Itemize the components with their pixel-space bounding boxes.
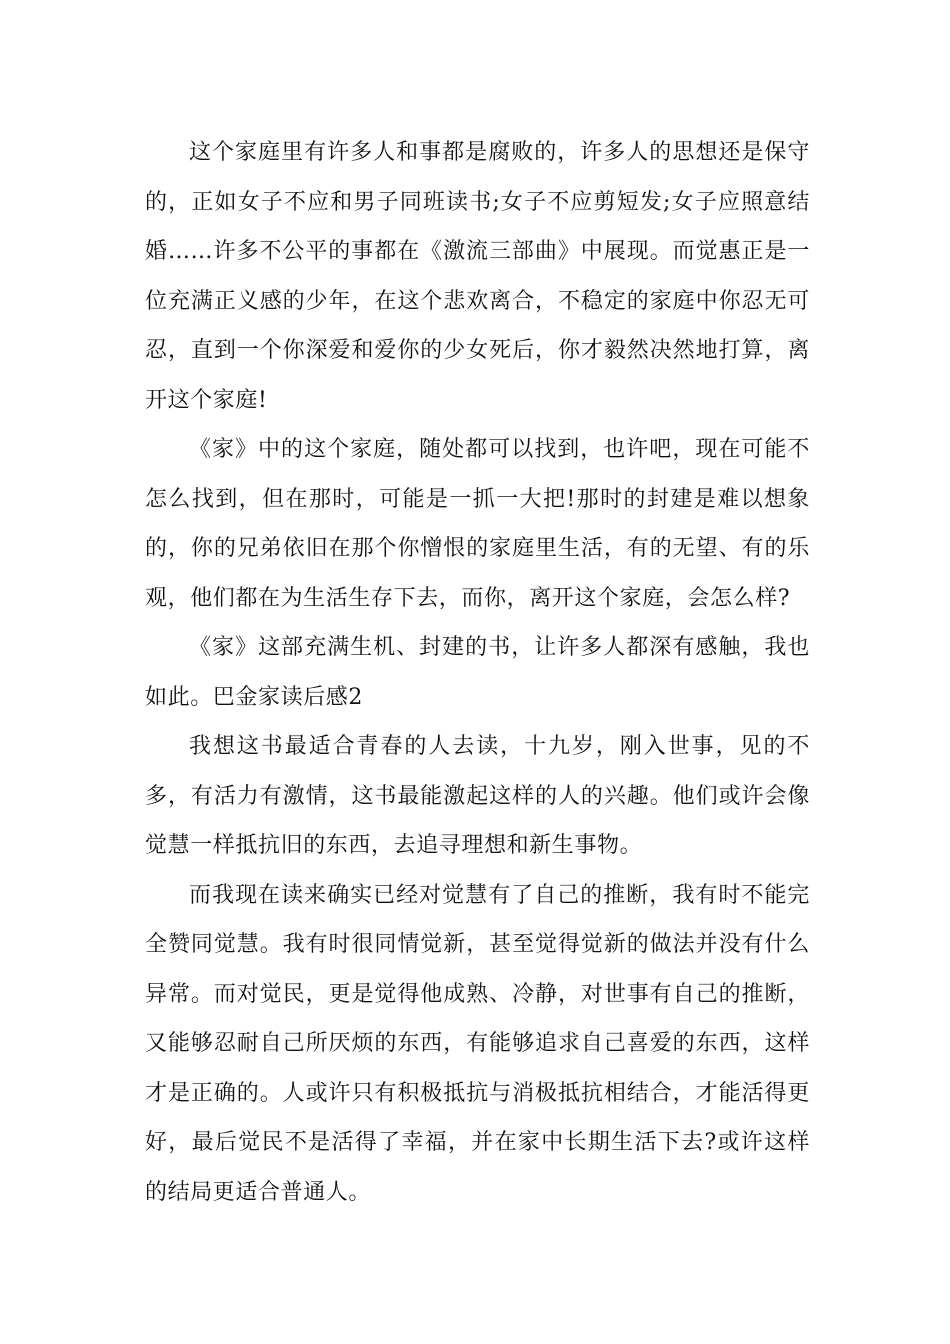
paragraph-5: 而我现在读来确实已经对觉慧有了自己的推断，我有时不能完全赞同觉慧。我有时很同情觉新，甚至觉得觉新的做法并没有什么异常。而对觉民，更是觉得他成熟、冷静，对世事有自己的推断，又能够忍耐自己所厌烦的东西，有能够追求自己喜爱的东西，这样才是正确的。人或许只有积极抵抗与消极抵抗相结合，才能活得更好，最后觉民不是活得了幸福，并在家中长期生活下去?或许这样的结局更适合普通人。 [145, 882, 810, 1205]
paragraph-4: 我想这书最适合青春的人去读，十九岁，刚入世事，见的不多，有活力有激情，这书最能激起这样的人的兴趣。他们或许会像觉慧一样抵抗旧的东西，去追寻理想和新生事物。 [145, 734, 810, 858]
document-body [145, 128, 810, 1217]
paragraph-1: 这个家庭里有许多人和事都是腐败的，许多人的思想还是保守的，正如女子不应和男子同班读书;女子不应剪短发;女子应照意结婚……许多不公平的事都在《激流三部曲》中展现。而觉惠正是一位充满正义感的少年，在这个悲欢离合，不稳定的家庭中你忍无可忍，直到一个你深爱和爱你的少女死后，你才毅然决然地打算，离开这个家庭! [145, 140, 810, 413]
paragraph-3: 《家》这部充满生机、封建的书，让许多人都深有感触，我也如此。巴金家读后感2 [145, 635, 810, 710]
paragraph-2: 《家》中的这个家庭，随处都可以找到，也许吧，现在可能不怎么找到，但在那时，可能是一抓一大把!那时的封建是难以想象的，你的兄弟依旧在那个你憎恨的家庭里生活，有的无望、有的乐观，他们都在为生活生存下去，而你，离开这个家庭，会怎么样? [145, 437, 810, 611]
